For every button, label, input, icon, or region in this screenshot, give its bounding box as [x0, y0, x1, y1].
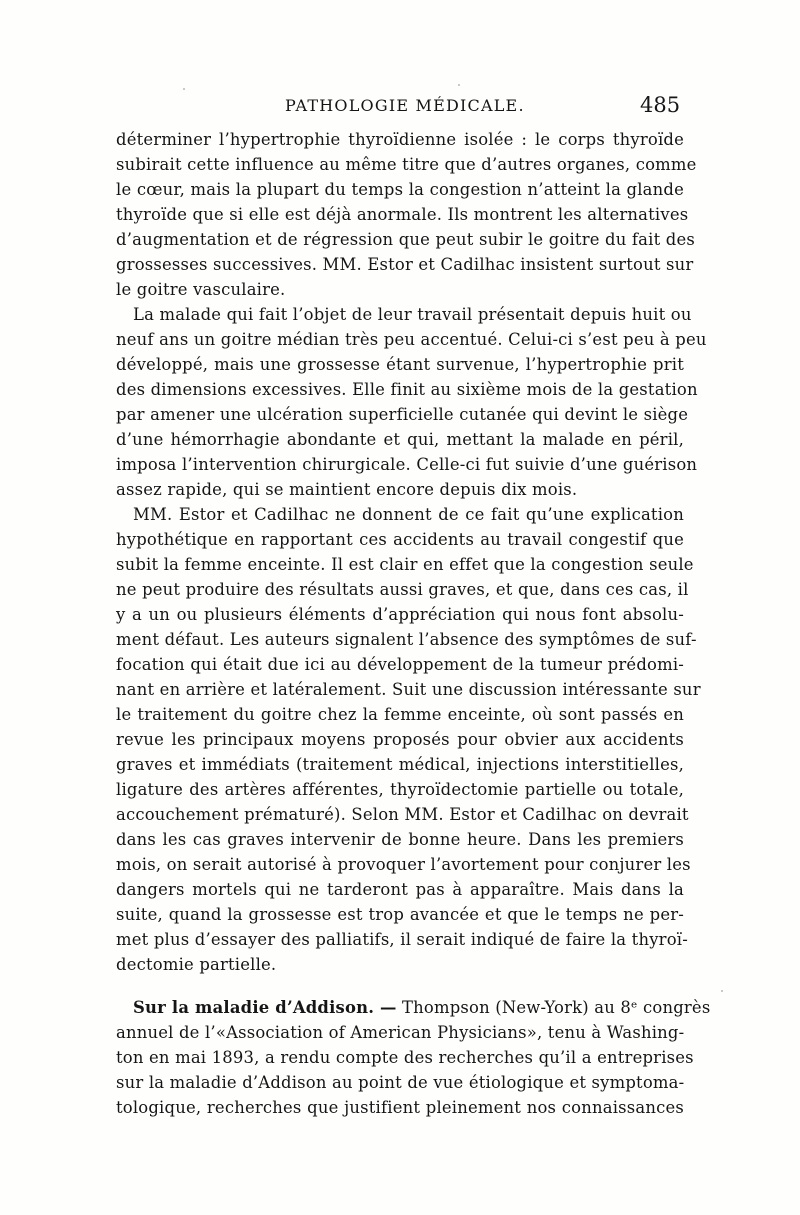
- text-line: nant en arrière et latéralement. Suit une discussion intéressante sur: [116, 680, 701, 699]
- print-speck: [183, 88, 185, 90]
- text-line: dans les cas graves intervenir de bonne heure. Dans les premiers: [116, 830, 684, 849]
- text-line: dectomie partielle.: [116, 955, 277, 974]
- text-line: accouchement prématuré). Selon MM. Estor et Cadilhac on devrait: [116, 805, 689, 824]
- text-line: développé, mais une grossesse étant survenue, l’hypertrophie prit: [116, 355, 684, 374]
- section-first-line: [133, 995, 711, 1021]
- text-line: le traitement du goitre chez la femme enceinte, où sont passés en: [116, 705, 684, 724]
- text-line: grossesses successives. MM. Estor et Cadilhac insistent surtout sur: [116, 255, 694, 274]
- text-line: MM. Estor et Cadilhac ne donnent de ce fait qu’une explication: [133, 505, 684, 524]
- text-line: dangers mortels qui ne tarderont pas à apparaître. Mais dans la: [116, 880, 684, 899]
- text-line: thyroïde que si elle est déjà anormale. Ils montrent les alternatives: [116, 205, 689, 224]
- text-line: sur la maladie d’Addison au point de vue étiologique et symptoma-: [116, 1073, 685, 1092]
- text-line: focation qui était due ici au développement de la tumeur prédomi-: [116, 655, 684, 674]
- text-line: subirait cette influence au même titre que d’autres organes, comme: [116, 155, 697, 174]
- page-number: 485: [640, 93, 681, 117]
- text-line: met plus d’essayer des palliatifs, il serait indiqué de faire la thyroï-: [116, 930, 688, 949]
- text-line: mois, on serait autorisé à provoquer l’avortement pour conjurer les: [116, 855, 691, 874]
- text-line: neuf ans un goitre médian très peu accentué. Celui-ci s’est peu à peu: [116, 330, 707, 349]
- text-line: hypothétique en rapportant ces accidents au travail congestif que: [116, 530, 684, 549]
- text-line: suite, quand la grossesse est trop avancée et que le temps ne per-: [116, 905, 684, 924]
- text-line: y a un ou plusieurs éléments d’appréciation qui nous font absolu-: [116, 605, 684, 624]
- text-line: revue les principaux moyens proposés pour obvier aux accidents: [116, 730, 684, 749]
- text-line: des dimensions excessives. Elle finit au sixième mois de la gestation: [116, 380, 698, 399]
- text-line: le goitre vasculaire.: [116, 280, 286, 299]
- text-line: La malade qui fait l’objet de leur travail présentait depuis huit ou: [133, 305, 692, 324]
- print-speck: [458, 84, 460, 86]
- text-line: imposa l’intervention chirurgicale. Celle-ci fut suivie d’une guérison: [116, 455, 698, 474]
- text-line: d’une hémorrhagie abondante et qui, mettant la malade en péril,: [116, 430, 684, 449]
- text-line: assez rapide, qui se maintient encore depuis dix mois.: [116, 480, 578, 499]
- text-line: déterminer l’hypertrophie thyroïdienne isolée : le corps thyroïde: [116, 130, 684, 149]
- text-line: ton en mai 1893, a rendu compte des recherches qu’il a entreprises: [116, 1048, 694, 1067]
- print-speck: [721, 990, 723, 992]
- text-line: par amener une ulcération superficielle cutanée qui devint le siège: [116, 405, 689, 424]
- text-line: annuel de l’«Association of American Physicians», tenu à Washing-: [116, 1023, 685, 1042]
- text-line: ne peut produire des résultats aussi graves, et que, dans ces cas, il: [116, 580, 689, 599]
- text-line: graves et immédiats (traitement médical, injections interstitielles,: [116, 755, 684, 774]
- text-line: ment défaut. Les auteurs signalent l’absence des symptômes de suf-: [116, 630, 697, 649]
- text-line: subit la femme enceinte. Il est clair en effet que la congestion seule: [116, 555, 694, 574]
- text-line: le cœur, mais la plupart du temps la congestion n’atteint la glande: [116, 180, 684, 199]
- section-heading: Sur la maladie d’Addison. —: [133, 998, 397, 1017]
- running-title: PATHOLOGIE MÉDICALE.: [285, 96, 525, 115]
- text-line: d’augmentation et de régression que peut subir le goitre du fait des: [116, 230, 695, 249]
- text-line: tologique, recherches que justifient pleinement nos connaissances: [116, 1098, 684, 1117]
- text-line: ligature des artères afférentes, thyroïdectomie partielle ou totale,: [116, 780, 684, 799]
- section-first-line-text: Thompson (New-York) au 8ᵉ congrès: [396, 998, 711, 1017]
